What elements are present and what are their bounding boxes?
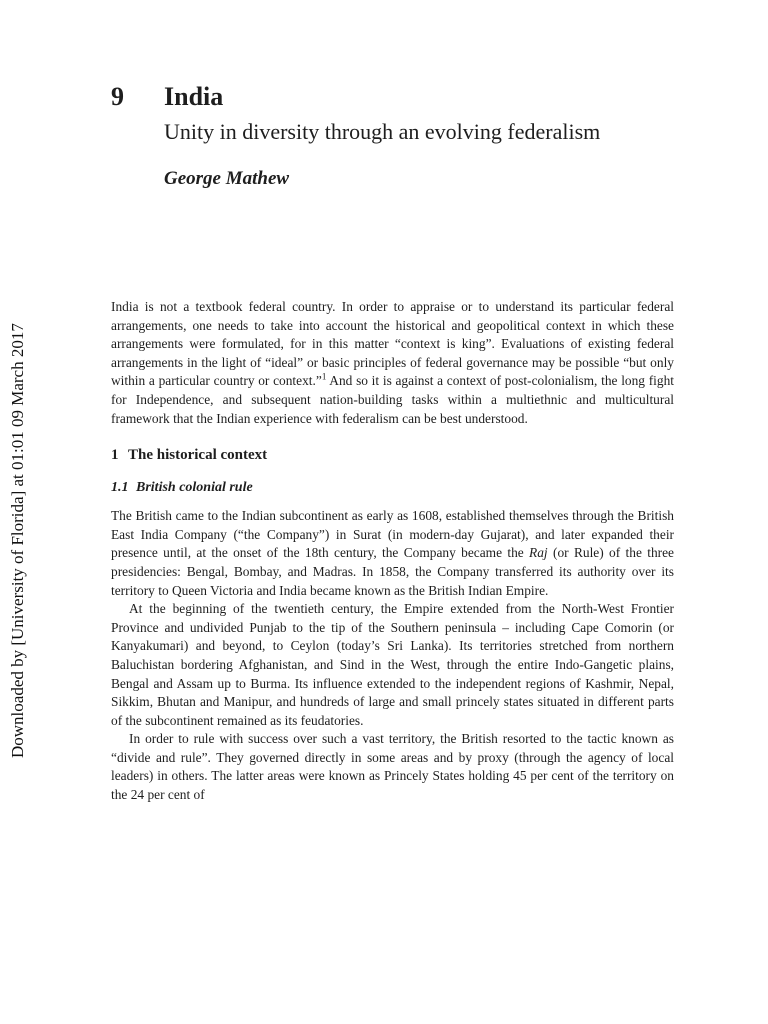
subsection-title: British colonial rule [136, 480, 253, 496]
raj-term: Raj [529, 545, 548, 561]
body-text [111, 298, 674, 805]
paragraph-1-text-b: (or Rule) of the three presidencies: Bengal, Bombay, and Madras. In 1858, the Company transferred its authority over its territory to Queen Victoria and India became known as the British Indian Empire. [111, 545, 674, 598]
section-title: The historical context [128, 447, 268, 464]
paragraph-1-text-a: The British came to the Indian subcontinent as early as 1608, established themselves through the British East India Company (“the Company”) in Surat (in modern-day Gujarat), and later expanded their presence until, at the onset of the 18th century, the Company became the [111, 508, 674, 561]
paragraph-3: In order to rule with success over such a vast territory, the British resorted to the tactic known as “divide and rule”. They governed directly in some areas and by proxy (through the agency of local leaders) in others. The latter areas were known as Princely States holding 45 per cent of the territory on the 24 per cent of [111, 731, 674, 803]
download-note: Downloaded by [University of Florida] at 01:01 09 March 2017 [8, 323, 27, 758]
chapter-header [111, 82, 671, 190]
intro-text-2: And so it is against a context of post-colonialism, the long fight for Independence, and subsequent nation-building tasks within a multiethnic and multicultural framework that the Indian experience with federalism can be best understood. [111, 373, 675, 426]
section-number: 1 [111, 447, 119, 464]
footnote-ref[interactable]: 1 [321, 371, 327, 382]
subsection-number: 1.1 [111, 480, 129, 496]
chapter-author: George Mathew [164, 168, 290, 189]
section-heading [111, 445, 674, 465]
subsection-heading [111, 479, 674, 497]
chapter-subtitle: Unity in diversity through an evolving federalism [164, 119, 601, 144]
chapter-heading [111, 82, 671, 112]
chapter-title: India [164, 82, 224, 111]
intro-paragraph [111, 298, 674, 428]
chapter-number: 9 [111, 82, 124, 111]
paragraph-2: At the beginning of the twentieth century, the Empire extended from the North-West Frontier Province and undivided Punjab to the tip of the Southern peninsula – including Cape Comorin (or Kanyakumari) and beyond, to Ceylon (today’s Sri Lanka). Its territories stretched from northern Baluchistan bordering Afghanistan, and Sind in the West, through the entire Indo-Gangetic plains, Bengal and Assam up to Burma. Its influence extended to the independent regions of Kashmir, Nepal, Sikkim, Bhutan and Manipur, and hundreds of large and small princely states situated in different parts of the subcontinent remained as its feudatories. [111, 601, 674, 728]
download-watermark [0, 268, 36, 758]
intro-text-1: India is not a textbook federal country. In order to appraise or to understand its particular federal arrangements, one needs to take into account the historical and geopolitical context in which these arrangements were formulated, for in this matter “context is king”. Evaluations of existing federal arrangements in the light of “ideal” or basic principles of federal governance may be possible “but only within a particular country or context.” [111, 299, 674, 389]
paragraph-1 [111, 507, 674, 600]
